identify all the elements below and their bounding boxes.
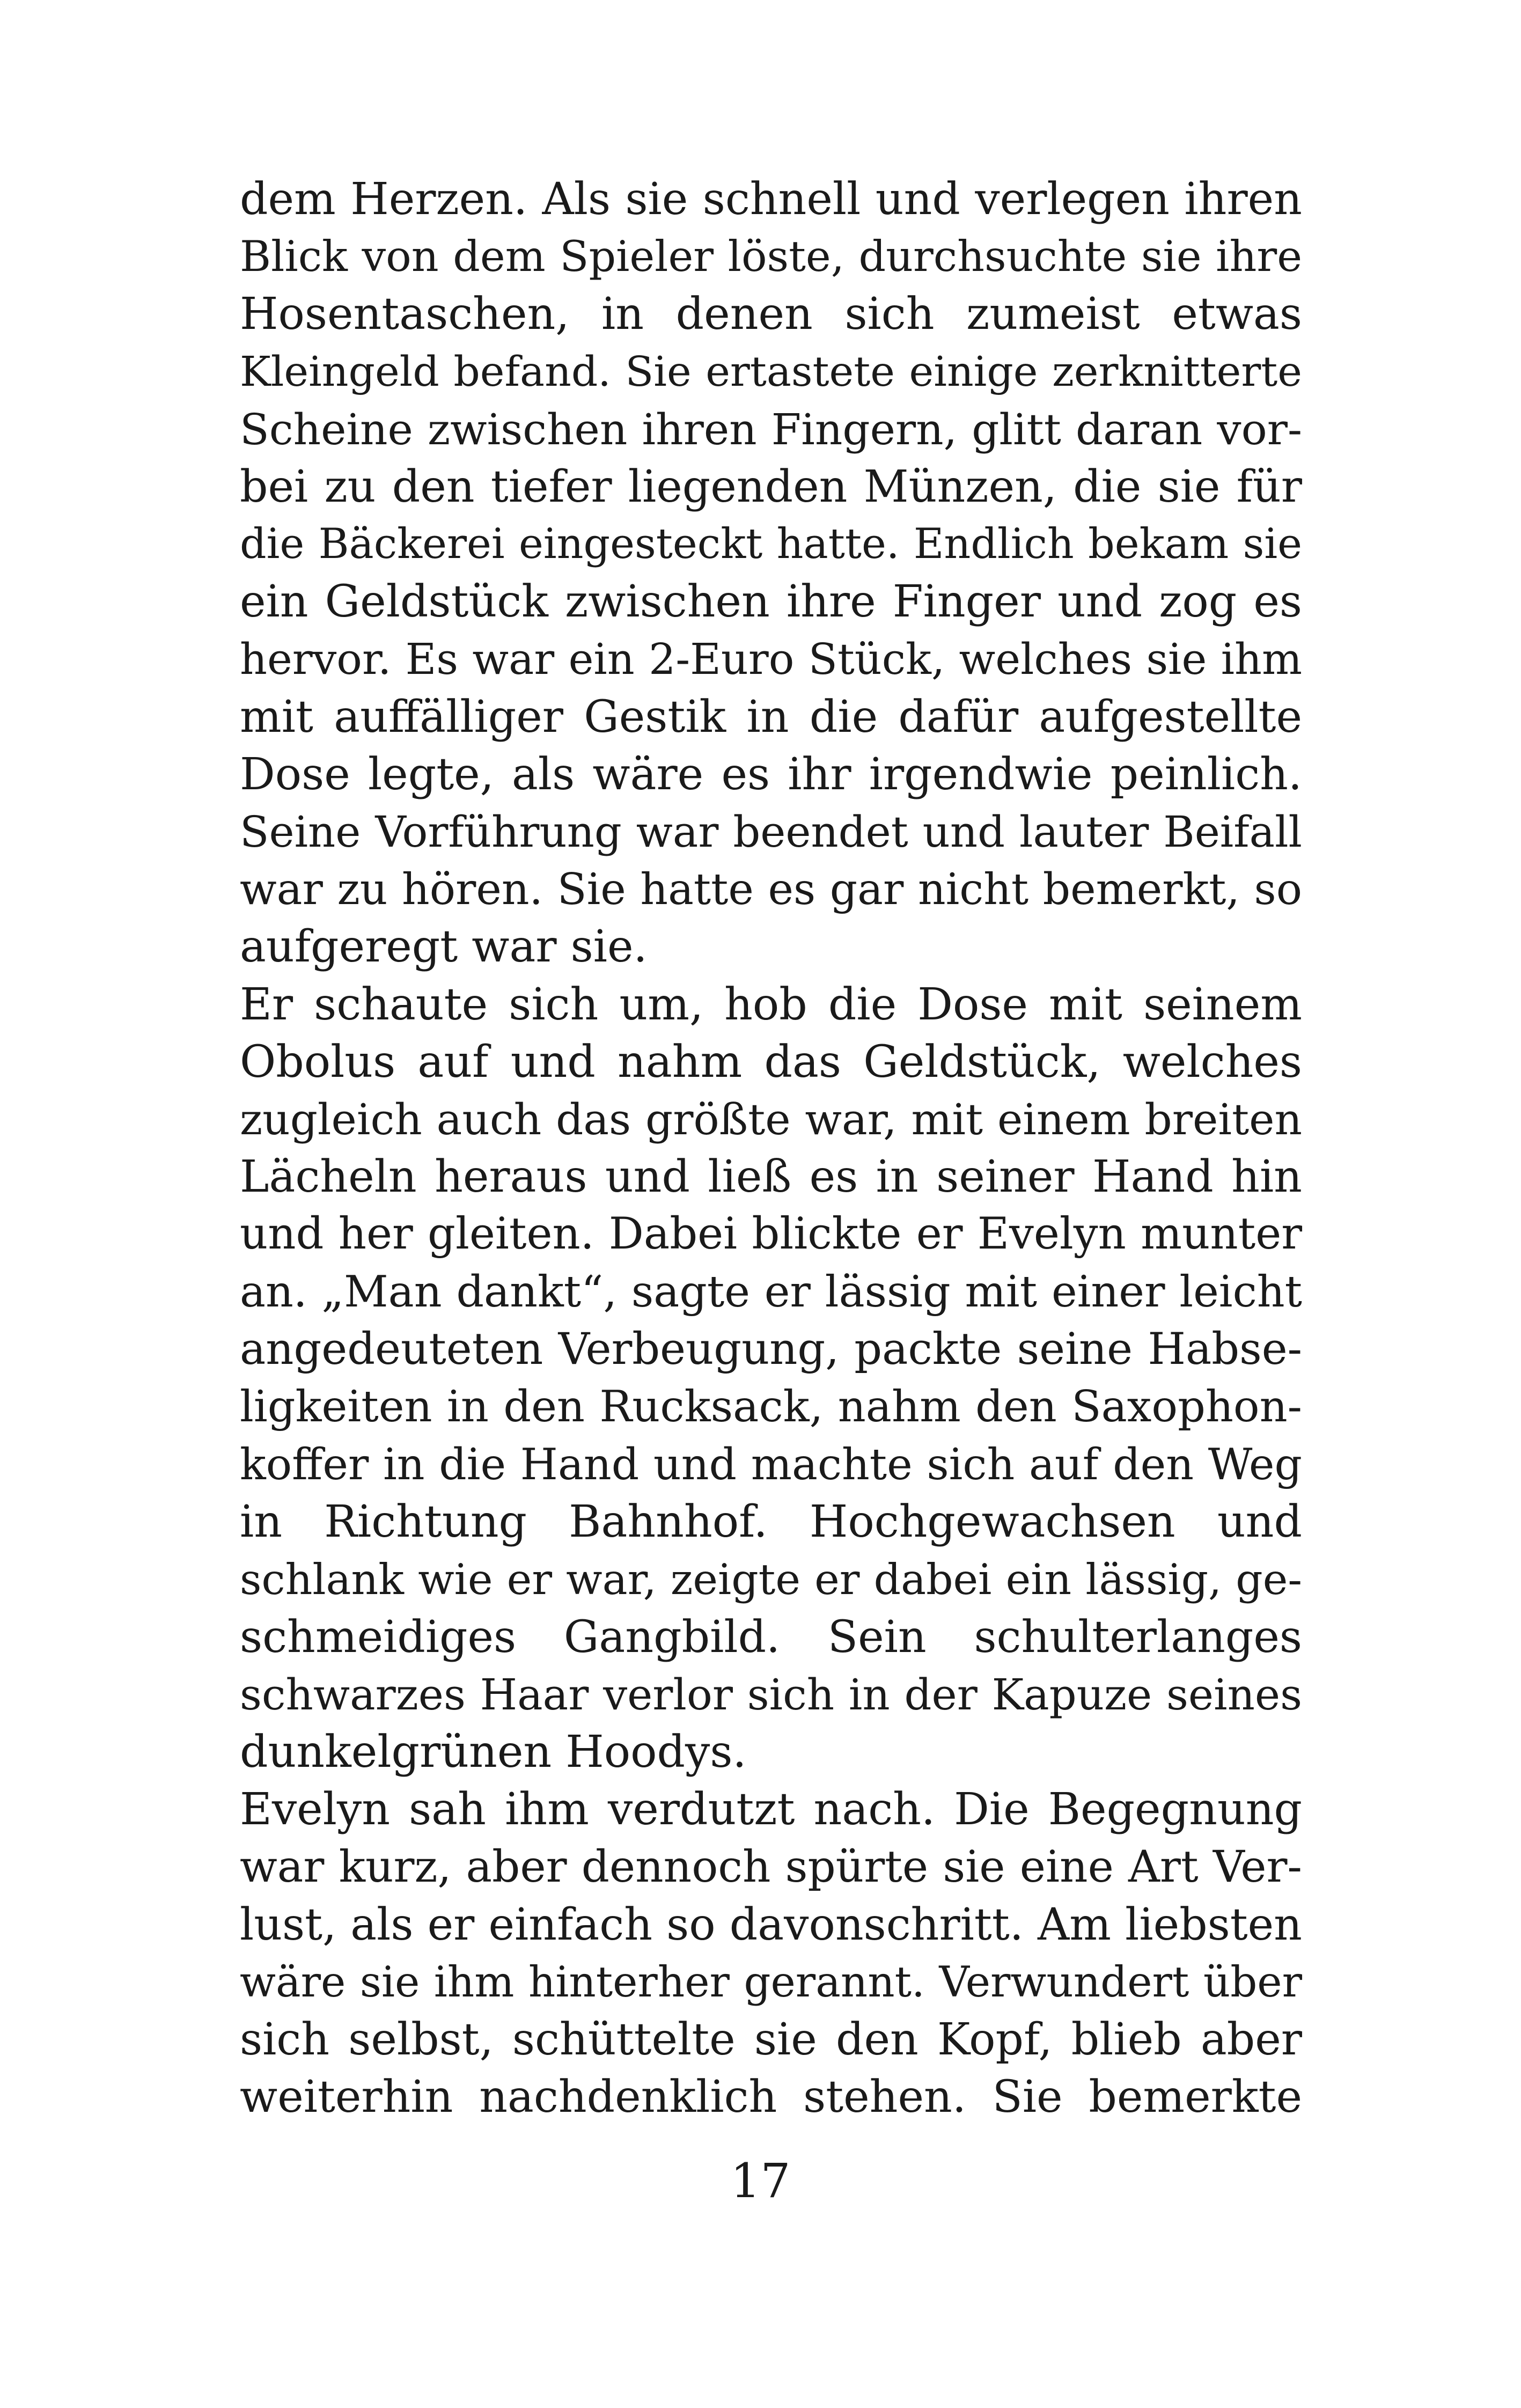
text-line: an. „Man dankt“, sagte er lässig mit einer leicht [240, 1266, 1302, 1317]
text-line: Evelyn sah ihm verdutzt nach. Die Begegnung [240, 1784, 1302, 1836]
text-line: schmeidiges Gangbild. Sein schulterlanges [240, 1611, 1302, 1663]
text-line: Obolus auf und nahm das Geldstück, welches [240, 1036, 1302, 1088]
body-text [240, 171, 1302, 2126]
text-line: und her gleiten. Dabei blickte er Evelyn munter [240, 1209, 1302, 1260]
text-line: bei zu den tiefer liegenden Münzen, die sie für [240, 461, 1302, 512]
text-line: war zu hören. Sie hatte es gar nicht bemerkt, so [240, 864, 1302, 915]
text-line: Er schaute sich um, hob die Dose mit seinem [240, 979, 1302, 1030]
text-line: schlank wie er war, zeigte er dabei ein lässig, ge- [240, 1554, 1302, 1604]
text-line: schwarzes Haar verlor sich in der Kapuze seines [240, 1669, 1302, 1720]
text-line: ein Geldstück zwischen ihre Finger und zog es [240, 576, 1302, 628]
text-line: dunkelgrünen Hoodys. [240, 1727, 747, 1778]
text-line: sich selbst, schüttelte sie den Kopf, blieb aber [240, 2014, 1302, 2065]
text-line: in Richtung Bahnhof. Hochgewachsen und [240, 1496, 1302, 1548]
text-line: dem Herzen. Als sie schnell und verlegen ihren [240, 174, 1302, 225]
text-line: Blick von dem Spieler löste, durchsuchte sie ihre [240, 232, 1302, 282]
text-line: Scheine zwischen ihren Fingern, glitt daran vor- [240, 404, 1302, 454]
text-line: Dose legte, als wäre es ihr irgendwie peinlich. [240, 748, 1302, 800]
text-line: mit auffälliger Gestik in die dafür aufgestellte [240, 691, 1302, 743]
text-line: zugleich auch das größte war, mit einem breiten [240, 1095, 1302, 1144]
text-line: Seine Vorführung war beendet und lauter Beifall [240, 807, 1302, 857]
text-line: Lächeln heraus und ließ es in seiner Hand hin [240, 1151, 1302, 1203]
text-line: Hosentaschen, in denen sich zumeist etwas [240, 289, 1302, 340]
text-line: koffer in die Hand und machte sich auf den Weg [240, 1439, 1302, 1490]
text-line: war kurz, aber dennoch spürte sie eine Art Ver- [240, 1841, 1302, 1893]
text-line: wäre sie ihm hinterher gerannt. Verwundert über [240, 1957, 1302, 2007]
text-line: aufgeregt war sie. [240, 921, 648, 973]
text-line: ligkeiten in den Rucksack, nahm den Saxophon- [240, 1381, 1302, 1432]
text-line: die Bäckerei eingesteckt hatte. Endlich bekam sie [240, 520, 1302, 569]
text-line: angedeuteten Verbeugung, packte seine Habse- [240, 1324, 1302, 1375]
text-line: hervor. Es war ein 2-Euro Stück, welches sie ihm [240, 634, 1302, 684]
text-line: Kleingeld befand. Sie ertastete einige zerknitterte [240, 347, 1302, 396]
text-line: lust, als er einfach so davonschritt. Am liebsten [240, 1899, 1302, 1950]
page-number: 17 [730, 2153, 791, 2208]
text-line: weiterhin nachdenklich stehen. Sie bemerkte [240, 2072, 1302, 2123]
